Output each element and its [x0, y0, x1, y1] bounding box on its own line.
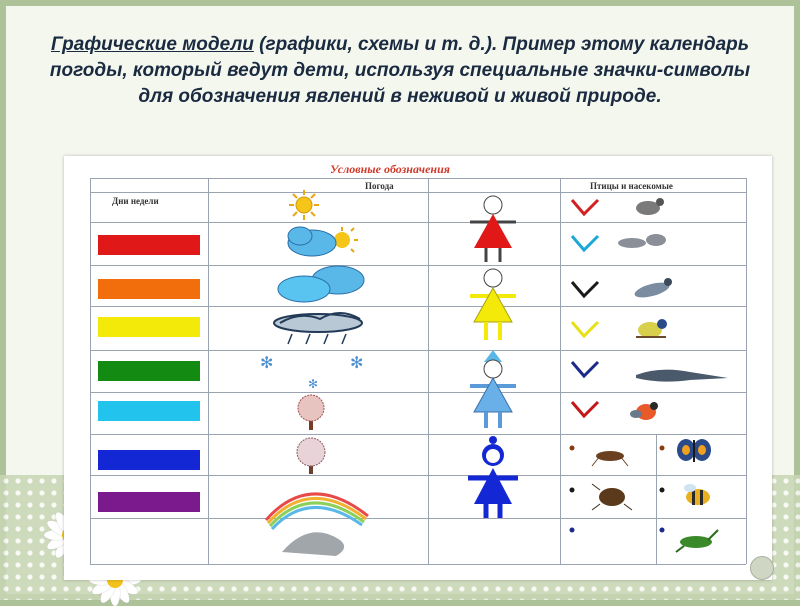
legend-title: Условные обозначения: [330, 162, 450, 176]
butterfly-icon: [677, 439, 711, 462]
svg-text:✻: ✻: [350, 355, 364, 372]
svg-text:✻: ✻: [308, 377, 319, 391]
yellow-dress-figure: [470, 269, 516, 340]
check-mark-icon: [572, 236, 598, 250]
check-mark-icon: [572, 362, 598, 376]
light-blue-coat-figure: [470, 350, 516, 428]
title-rest: (графики, схемы и т. д.). Пример этому календарь погоды, который ведут дети, используя специальные значки-символы для обозначения явлений в неживой и живой природе.: [49, 34, 751, 107]
fog-icon: [282, 532, 344, 556]
beetle-icon: [592, 484, 632, 510]
blue-tit-icon: [636, 319, 667, 338]
svg-text:✻: ✻: [260, 355, 274, 372]
blue-hooded-figure: [468, 436, 518, 518]
doves-icon: [618, 234, 666, 248]
insect-dot-icon: [660, 488, 665, 493]
insect-dot-icon: [570, 488, 575, 493]
snowflakes-icon: [260, 355, 363, 391]
header-days: Дни недели: [112, 196, 159, 206]
pigeon-icon: [636, 198, 664, 215]
check-mark-icon: [572, 282, 598, 296]
swallow-icon: [636, 370, 728, 382]
red-dress-figure: [470, 196, 516, 262]
insect-dot-icon: [660, 446, 665, 451]
insect-dot-icon: [660, 528, 665, 533]
rain-cloud-icon: [274, 313, 362, 344]
tit-bird-icon: [633, 278, 672, 300]
check-mark-icon: [572, 402, 598, 416]
grasshopper-icon: [676, 530, 718, 552]
rainbow-icon: [266, 494, 368, 529]
cloud-with-sun-icon: [288, 227, 358, 256]
insect-dot-icon: [570, 446, 575, 451]
clouds-icon: [278, 266, 364, 302]
bullfinch-icon: [630, 402, 658, 420]
title-underlined: Графические модели: [50, 34, 254, 55]
smiley-icon: [750, 556, 774, 580]
frosty-tree-icon: [297, 438, 325, 474]
check-mark-icon: [572, 322, 598, 336]
insect-dot-icon: [570, 528, 575, 533]
header-weather: Погода: [365, 181, 394, 191]
ant-icon: [592, 451, 628, 466]
bare-tree-icon: [298, 395, 324, 430]
bee-icon: [684, 484, 710, 505]
header-birds: Птицы и насекомые: [590, 181, 673, 191]
sun-icon: [289, 190, 319, 220]
check-mark-icon: [572, 200, 598, 214]
